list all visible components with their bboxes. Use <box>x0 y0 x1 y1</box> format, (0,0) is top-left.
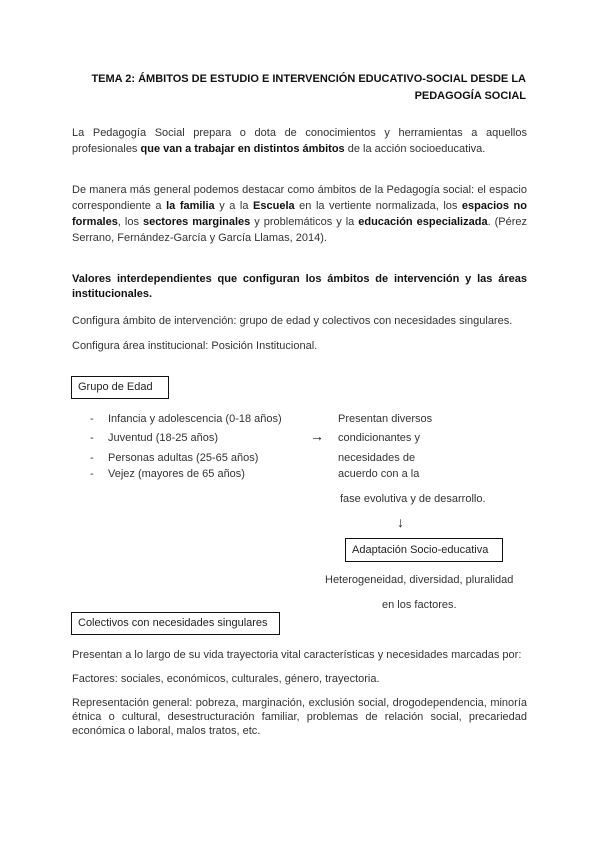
intro-text-2: de la acción socioeducativa. <box>344 143 486 155</box>
arrow-right-icon: → <box>310 428 324 444</box>
document-title <box>70 71 526 105</box>
list-bullet: - <box>90 413 94 425</box>
intro-paragraph <box>72 125 527 157</box>
collectives-line-2: Factores: sociales, económicos, culturales, género, trayectoria. <box>72 673 380 685</box>
scope-bold-familia: la familia <box>166 200 215 212</box>
scope-text-5: y problemáticos y la <box>250 216 359 228</box>
intro-text-1: La Pedagogía Social prepara o dota de conocimientos y herramientas a aquellos profesionales <box>72 127 527 155</box>
age-group-box: Grupo de Edad <box>71 376 169 399</box>
condition-text-5: fase evolutiva y de desarrollo. <box>340 493 486 505</box>
condition-text-1: Presentan diversos <box>338 413 433 425</box>
config-institutional: Configura área institucional: Posición Institucional. <box>72 340 318 352</box>
section-subheading: Valores interdependientes que configuran los ámbitos de intervención y las áreas institucionales. <box>72 273 527 300</box>
scope-text-3: en la vertiente normalizada, los <box>294 200 462 212</box>
list-item: Juventud (18-25 años) <box>108 432 219 444</box>
scope-text-1: De manera más general podemos destacar como ámbitos de la Pedagogía social: el espacio correspondiente a <box>72 184 527 212</box>
scope-bold-espacios: espacios no formales <box>72 200 527 228</box>
scope-text-2: y a la <box>214 200 254 212</box>
heterogeneity-line-1: Heterogeneidad, diversidad, pluralidad <box>325 574 514 586</box>
list-item: Personas adultas (25-65 años) <box>108 452 259 464</box>
scope-text-6: . (Pérez Serrano, Fernández-García y García Llamas, 2014). <box>72 216 528 244</box>
heterogeneity-line-2: en los factores. <box>382 599 457 611</box>
title-line-1: TEMA 2: ÁMBITOS DE ESTUDIO E INTERVENCIÓN EDUCATIVO-SOCIAL DESDE LA <box>91 73 526 85</box>
list-bullet: - <box>90 452 94 464</box>
list-bullet: - <box>90 468 94 480</box>
arrow-down-icon: ↓ <box>397 514 404 530</box>
list-item: Infancia y adolescencia (0-18 años) <box>108 413 282 425</box>
scope-paragraph <box>72 182 527 246</box>
scope-text-4: , los <box>117 216 143 228</box>
scope-bold-educacion: educación especializada <box>358 216 488 228</box>
scope-bold-escuela: Escuela <box>253 200 295 212</box>
title-line-2: PEDAGOGÍA SOCIAL <box>414 90 526 102</box>
collectives-box: Colectivos con necesidades singulares <box>71 612 280 635</box>
condition-text-3: necesidades de <box>338 452 416 464</box>
collectives-line-1: Presentan a lo largo de su vida trayectoria vital características y necesidades marcadas por: <box>72 649 522 661</box>
config-intervention: Configura ámbito de intervención: grupo de edad y colectivos con necesidades singulares. <box>72 315 513 327</box>
list-bullet: - <box>90 432 94 444</box>
scope-bold-sectores: sectores marginales <box>142 216 251 228</box>
list-item: Vejez (mayores de 65 años) <box>108 468 245 480</box>
collectives-representation: Representación general: pobreza, marginación, exclusión social, drogodependencia, minoría étnica o cultural, desestructuración familiar, problemas de relación social, precariedad económica o laboral, malos tratos, etc. <box>72 697 527 737</box>
condition-text-4: acuerdo con a la <box>338 468 420 480</box>
adaptation-box: Adaptación Socio-educativa <box>345 538 503 562</box>
condition-text-2: condicionantes y <box>338 432 420 444</box>
intro-bold: que van a trabajar en distintos ámbitos <box>140 143 345 155</box>
